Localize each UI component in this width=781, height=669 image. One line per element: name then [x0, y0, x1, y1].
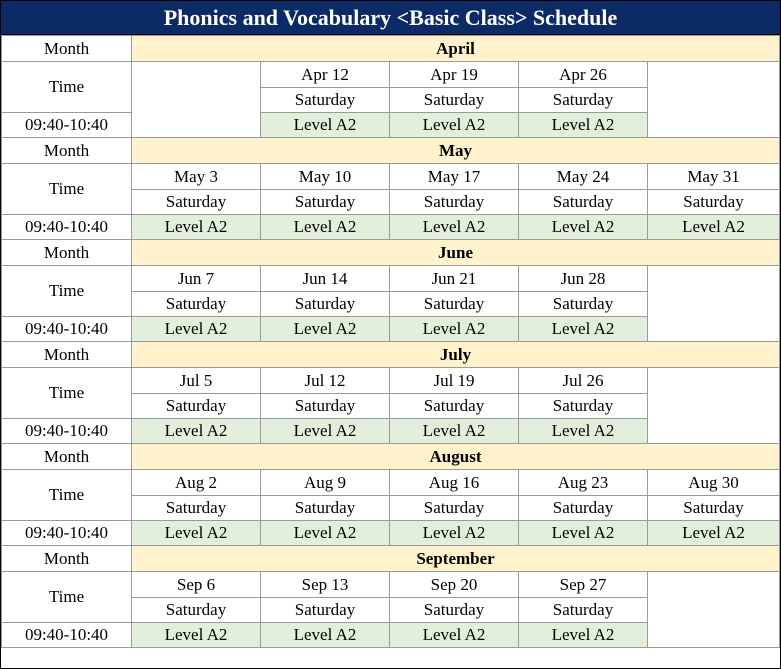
- time-slot: 09:40-10:40: [2, 521, 132, 546]
- session-date: Sep 27: [519, 572, 648, 598]
- session-day: Saturday: [390, 190, 519, 215]
- session-date: Apr 19: [390, 62, 519, 88]
- session-date: Jul 5: [132, 368, 261, 394]
- session-date: Apr 12: [261, 62, 390, 88]
- session-day: Saturday: [390, 496, 519, 521]
- session-level: Level A2: [390, 215, 519, 240]
- month-row: [2, 36, 780, 62]
- session-date: Jul 26: [519, 368, 648, 394]
- month-label: Month: [2, 36, 132, 62]
- session-date: Sep 20: [390, 572, 519, 598]
- session-date: May 10: [261, 164, 390, 190]
- session-day: Saturday: [132, 292, 261, 317]
- session-level: Level A2: [261, 113, 390, 138]
- session-date: Jul 12: [261, 368, 390, 394]
- session-day: Saturday: [261, 496, 390, 521]
- session-date: Jun 21: [390, 266, 519, 292]
- session-level: Level A2: [261, 521, 390, 546]
- empty-cell: [132, 62, 261, 138]
- month-label: Month: [2, 138, 132, 164]
- session-date: Jun 7: [132, 266, 261, 292]
- month-row: [2, 342, 780, 368]
- session-level: Level A2: [390, 317, 519, 342]
- session-level: Level A2: [261, 623, 390, 648]
- time-slot: 09:40-10:40: [2, 623, 132, 648]
- session-level: Level A2: [261, 215, 390, 240]
- session-day: Saturday: [390, 598, 519, 623]
- session-day: Saturday: [132, 598, 261, 623]
- month-name: September: [132, 546, 780, 572]
- month-name: June: [132, 240, 780, 266]
- session-day: Saturday: [519, 190, 648, 215]
- time-label: Time: [2, 164, 132, 215]
- session-level: Level A2: [519, 215, 648, 240]
- session-level: Level A2: [519, 521, 648, 546]
- time-slot: 09:40-10:40: [2, 419, 132, 444]
- session-level: Level A2: [390, 623, 519, 648]
- session-day: Saturday: [261, 88, 390, 113]
- session-day: Saturday: [261, 394, 390, 419]
- date-row: [2, 368, 780, 394]
- session-day: Saturday: [390, 292, 519, 317]
- empty-cell: [648, 62, 780, 138]
- date-row: [2, 572, 780, 598]
- session-day: Saturday: [132, 190, 261, 215]
- session-day: Saturday: [261, 190, 390, 215]
- empty-cell: [648, 368, 780, 444]
- month-row: [2, 240, 780, 266]
- session-date: Jul 19: [390, 368, 519, 394]
- time-label: Time: [2, 62, 132, 113]
- session-day: Saturday: [261, 292, 390, 317]
- month-row: [2, 546, 780, 572]
- date-row: [2, 62, 780, 88]
- session-level: Level A2: [132, 521, 261, 546]
- session-date: Aug 2: [132, 470, 261, 496]
- date-row: [2, 470, 780, 496]
- session-date: May 24: [519, 164, 648, 190]
- session-level: Level A2: [519, 113, 648, 138]
- session-date: Sep 6: [132, 572, 261, 598]
- session-day: Saturday: [132, 394, 261, 419]
- month-label: Month: [2, 444, 132, 470]
- session-date: May 31: [648, 164, 780, 190]
- session-level: Level A2: [132, 623, 261, 648]
- month-name: July: [132, 342, 780, 368]
- session-date: Jun 14: [261, 266, 390, 292]
- session-level: Level A2: [648, 215, 780, 240]
- session-day: Saturday: [519, 598, 648, 623]
- month-row: [2, 444, 780, 470]
- time-label: Time: [2, 572, 132, 623]
- session-date: Aug 23: [519, 470, 648, 496]
- date-row: [2, 266, 780, 292]
- session-day: Saturday: [132, 496, 261, 521]
- session-level: Level A2: [519, 623, 648, 648]
- schedule-title: Phonics and Vocabulary <Basic Class> Schedule: [1, 1, 780, 35]
- session-day: Saturday: [519, 292, 648, 317]
- session-day: Saturday: [648, 190, 780, 215]
- empty-cell: [648, 572, 780, 648]
- session-day: Saturday: [519, 496, 648, 521]
- time-slot: 09:40-10:40: [2, 215, 132, 240]
- schedule-table: [1, 35, 780, 648]
- session-date: Apr 26: [519, 62, 648, 88]
- session-day: Saturday: [390, 88, 519, 113]
- level-row: [2, 521, 780, 546]
- session-level: Level A2: [132, 419, 261, 444]
- session-date: May 3: [132, 164, 261, 190]
- time-slot: 09:40-10:40: [2, 113, 132, 138]
- session-date: Jun 28: [519, 266, 648, 292]
- session-level: Level A2: [519, 317, 648, 342]
- month-name: May: [132, 138, 780, 164]
- session-date: Aug 16: [390, 470, 519, 496]
- month-label: Month: [2, 342, 132, 368]
- date-row: [2, 164, 780, 190]
- session-day: Saturday: [519, 88, 648, 113]
- session-level: Level A2: [390, 113, 519, 138]
- time-label: Time: [2, 470, 132, 521]
- month-row: [2, 138, 780, 164]
- session-level: Level A2: [648, 521, 780, 546]
- session-level: Level A2: [390, 521, 519, 546]
- session-date: May 17: [390, 164, 519, 190]
- month-name: April: [132, 36, 780, 62]
- level-row: [2, 215, 780, 240]
- time-slot: 09:40-10:40: [2, 317, 132, 342]
- session-level: Level A2: [390, 419, 519, 444]
- session-day: Saturday: [519, 394, 648, 419]
- session-day: Saturday: [261, 598, 390, 623]
- session-level: Level A2: [132, 215, 261, 240]
- time-label: Time: [2, 266, 132, 317]
- month-name: August: [132, 444, 780, 470]
- schedule-body: [2, 36, 780, 648]
- session-level: Level A2: [519, 419, 648, 444]
- session-level: Level A2: [261, 317, 390, 342]
- month-label: Month: [2, 240, 132, 266]
- session-date: Aug 9: [261, 470, 390, 496]
- session-day: Saturday: [390, 394, 519, 419]
- session-day: Saturday: [648, 496, 780, 521]
- empty-cell: [648, 266, 780, 342]
- session-date: Aug 30: [648, 470, 780, 496]
- session-date: Sep 13: [261, 572, 390, 598]
- time-label: Time: [2, 368, 132, 419]
- month-label: Month: [2, 546, 132, 572]
- session-level: Level A2: [132, 317, 261, 342]
- session-level: Level A2: [261, 419, 390, 444]
